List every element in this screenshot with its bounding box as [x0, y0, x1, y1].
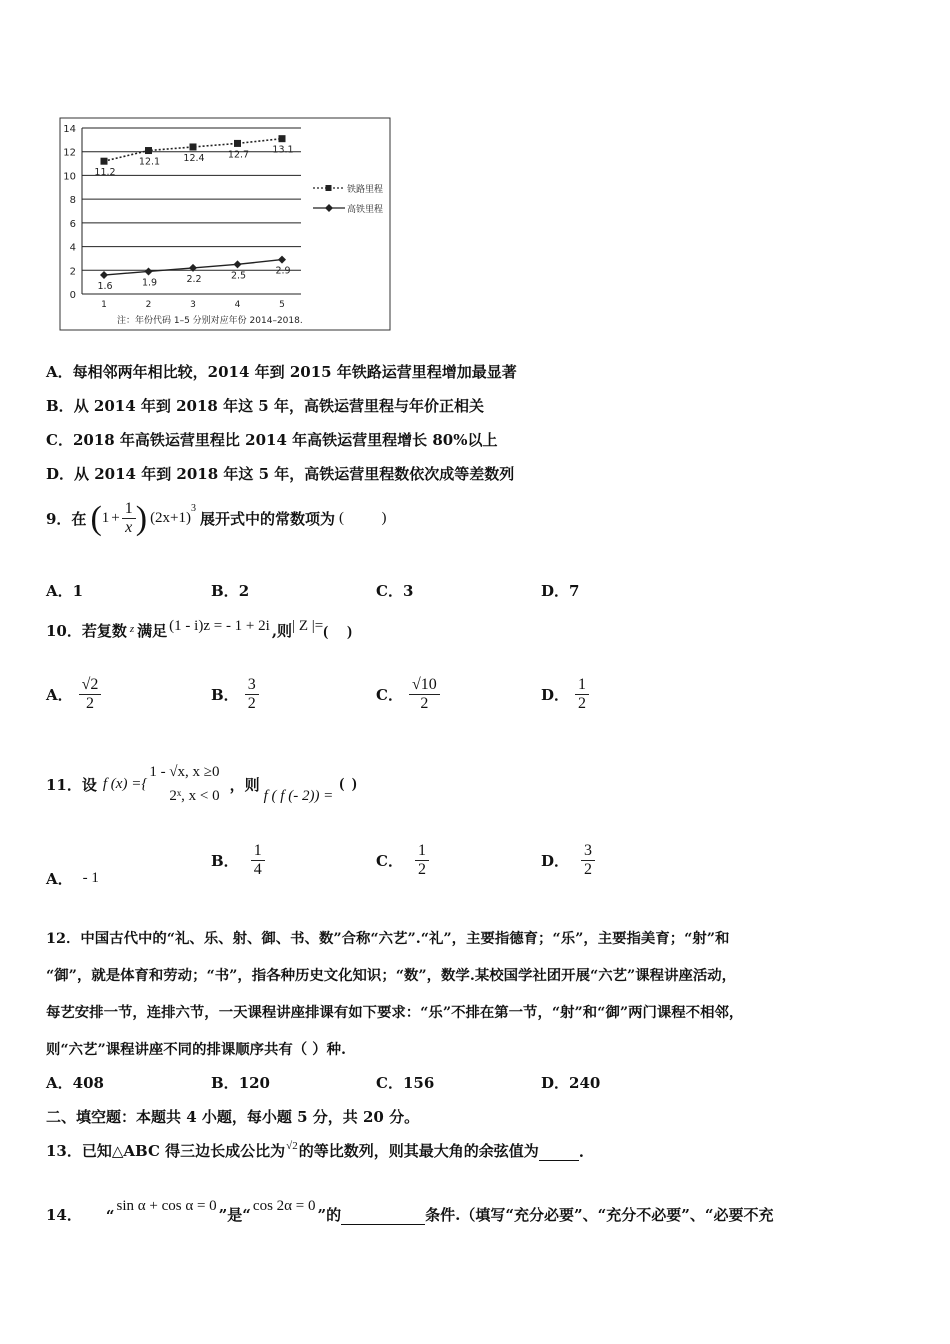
y-tick-label: 10	[63, 171, 76, 183]
legend-marker	[325, 204, 333, 212]
q12-option-c: C．156	[376, 1074, 435, 1092]
q10-option-b: B． $\frac{3}{2}$	[211, 676, 259, 714]
q8-option-c: C．2018 年高铁运营里程比 2014 年高铁运营里程增长 80%以上	[46, 431, 498, 449]
q10-stem: 10．若复数 z 满足 (1 - i)z = - 1 + 2i ,则 | Z |= ( )	[46, 618, 352, 640]
data-label: 12.4	[183, 152, 205, 164]
q12-option-a: A．408	[46, 1074, 104, 1092]
q9-option-b: B．2	[211, 582, 250, 600]
data-point-high-speed	[100, 271, 108, 279]
data-label: 1.9	[141, 277, 158, 289]
q13-answer-blank[interactable]	[539, 1146, 579, 1161]
data-label: 2.9	[275, 265, 291, 277]
data-point-railway	[234, 140, 241, 147]
data-label: 12.7	[227, 149, 250, 161]
legend-label: 铁路里程	[347, 185, 384, 195]
chart-frame	[60, 118, 390, 330]
q12-line-1: 12．中国古代中的“礼、乐、射、御、书、数”合称“六艺”.“礼”，主要指德育；“乐”，主要指美育；“射”和	[46, 930, 730, 947]
x-tick-label: 3	[190, 300, 196, 310]
q11-stem: 11．设 f (x) ={ 1 - √x, x ≥0 2ˣ, x < 0 ，则 f ( f (- 2)) = ( )	[46, 760, 357, 808]
y-tick-label: 6	[69, 218, 76, 230]
data-point-high-speed	[145, 267, 153, 275]
q8-option-a: A．每相邻两年相比较，2014 年到 2015 年铁路运营里程增加最显著	[46, 363, 517, 381]
y-tick-label: 4	[69, 242, 76, 254]
y-tick-label: 14	[63, 124, 76, 135]
q9-option-c: C．3	[376, 582, 414, 600]
x-tick-label: 5	[279, 300, 285, 310]
data-label: 2.2	[186, 273, 202, 285]
data-label: 2.5	[230, 270, 247, 282]
q9-option-d: D．7	[541, 582, 580, 600]
data-point-high-speed	[234, 260, 242, 268]
q9-expression: ( 1 + $\frac{1}{x}$ ) (2x+1) $^3$	[90, 499, 197, 537]
q14-stem: 14． “ sin α + cos α = 0 ”是“ cos 2α = 0 ”的 条件.（填写“充分必要”、“充分不必要”、“必要不充	[46, 1198, 774, 1225]
q14-answer-blank[interactable]	[341, 1210, 425, 1225]
q11-piecewise: 1 - √x, x ≥0 2ˣ, x < 0	[149, 764, 220, 804]
q12-option-b: B．120	[211, 1074, 270, 1092]
y-tick-label: 2	[69, 266, 76, 278]
mileage-line-chart	[55, 114, 395, 334]
data-label: 1.6	[97, 281, 113, 293]
q12-line-4: 则“六艺”课程讲座不同的排课顺序共有（ ）种.	[46, 1041, 346, 1058]
data-point-railway	[279, 135, 286, 142]
data-label: 12.1	[138, 156, 161, 168]
q13-stem: 13．已知△ABC 得三边长成公比为 √2 的等比数列，则其最大角的余弦值为 .	[46, 1140, 584, 1161]
y-tick-label: 8	[69, 195, 76, 207]
chart-note: 注：年份代码 1–5 分别对应年份 2014–2018.	[117, 316, 303, 326]
q10-option-c: C． $\frac{√10}{2}$	[376, 676, 440, 714]
q8-option-b: B．从 2014 年到 2018 年这 5 年，高铁运营里程与年价正相关	[46, 397, 484, 415]
x-tick-label: 1	[101, 300, 107, 310]
q11-option-d: D． $\frac{3}{2}$	[541, 842, 595, 880]
q12-option-d: D．240	[541, 1074, 601, 1092]
data-point-railway	[145, 147, 152, 154]
y-tick-label: 0	[69, 290, 76, 301]
x-tick-label: 4	[234, 300, 241, 310]
q11-option-b: B． $\frac{1}{4}$	[211, 842, 265, 880]
legend-label: 高铁里程	[347, 205, 384, 215]
q9-stem: 9．在 ( 1 + $\frac{1}{x}$ ) (2x+1) $^3$ 展开式中的常数项为 ( )	[46, 499, 387, 537]
data-point-high-speed	[278, 256, 286, 264]
y-tick-label: 12	[63, 147, 76, 159]
q9-option-a: A．1	[46, 582, 84, 600]
section-2-heading: 二、填空题：本题共 4 小题，每小题 5 分，共 20 分。	[46, 1108, 420, 1126]
x-tick-label: 2	[145, 300, 152, 310]
legend-marker	[326, 185, 332, 191]
q11-option-c: C． $\frac{1}{2}$	[376, 842, 429, 880]
q12-line-3: 每艺安排一节，连排六节，一天课程讲座排课有如下要求：“乐”不排在第一节，“射”和“御”两门课程不相邻，	[46, 1004, 744, 1021]
data-label: 13.1	[272, 144, 294, 156]
q12-line-2: “御”，就是体育和劳动；“书”，指各种历史文化知识；“数”，数学.某校国学社团开展“六艺”课程讲座活动，	[46, 967, 737, 984]
data-label: 11.2	[94, 167, 116, 179]
q10-option-d: D． $\frac{1}{2}$	[541, 676, 589, 714]
data-point-railway	[190, 143, 197, 150]
q10-option-a: A． $\frac{√2}{2}$	[46, 676, 101, 714]
q8-option-d: D．从 2014 年到 2018 年这 5 年，高铁运营里程数依次成等差数列	[46, 465, 515, 483]
data-point-railway	[101, 158, 108, 165]
q11-option-a: A． - 1	[46, 870, 99, 888]
